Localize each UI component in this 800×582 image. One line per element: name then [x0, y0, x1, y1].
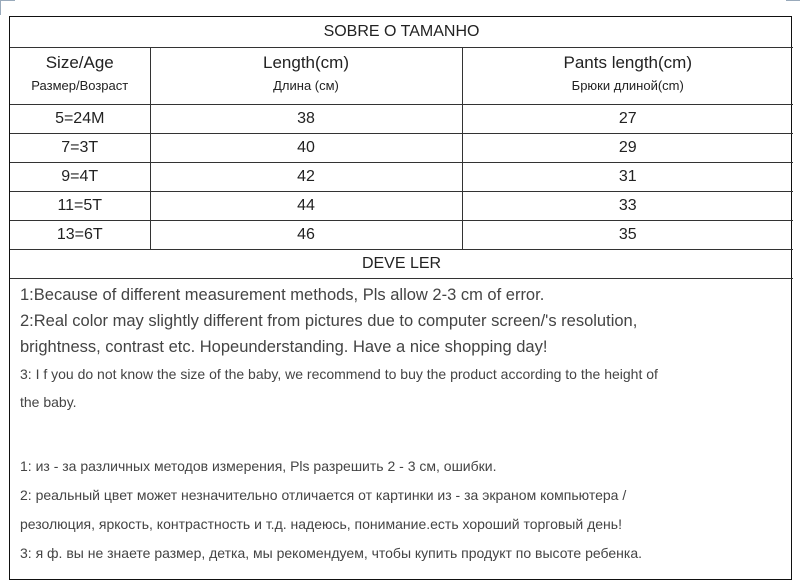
table-title: SOBRE O TAMANHO — [10, 17, 793, 48]
table-row — [10, 221, 793, 250]
cell-pants: 29 — [462, 134, 793, 163]
cell-size: 9=4T — [10, 163, 150, 192]
notes-spacer — [20, 416, 791, 452]
corner-crop-mark-left — [0, 0, 15, 15]
size-chart-sheet — [9, 16, 792, 580]
cell-pants: 35 — [462, 221, 793, 250]
cell-pants: 27 — [462, 105, 793, 134]
cell-length: 40 — [150, 134, 462, 163]
header-size-age: Size/Age — [10, 48, 150, 79]
header-length-ru: Длина (см) — [150, 78, 462, 105]
cell-size: 7=3T — [10, 134, 150, 163]
note-en-2-continued: brightness, contrast etc. Hopeunderstanding. Have a nice shopping day! — [20, 338, 548, 356]
header-length: Length(cm) — [150, 48, 462, 79]
note-en-1: 1:Because of different measurement methods, Pls allow 2-3 cm of error. — [20, 286, 545, 304]
note-ru-1: 1: из - за различных методов измерения, Pls разрешить 2 - 3 см, ошибки. — [20, 458, 497, 474]
cell-length: 42 — [150, 163, 462, 192]
note-en-3-continued: the baby. — [20, 394, 77, 410]
header-size-age-ru: Размер/Возраст — [10, 78, 150, 105]
table-row — [10, 134, 793, 163]
cell-pants: 31 — [462, 163, 793, 192]
must-read-heading: DEVE LER — [10, 250, 793, 279]
cell-size: 11=5T — [10, 192, 150, 221]
note-en-3: 3: I f you do not know the size of the baby, we recommend to buy the product according to the height of — [20, 366, 658, 382]
size-table — [10, 17, 793, 279]
corner-crop-mark-right — [786, 0, 800, 15]
cell-length: 38 — [150, 105, 462, 134]
table-row — [10, 105, 793, 134]
note-ru-2-continued: резолюция, яркость, контрастность и т.д. надеюсь, понимание.есть хороший торговый день! — [20, 516, 622, 532]
cell-pants: 33 — [462, 192, 793, 221]
cell-size: 5=24M — [10, 105, 150, 134]
cell-length: 44 — [150, 192, 462, 221]
header-pants-length: Pants length(cm) — [462, 48, 793, 79]
cell-length: 46 — [150, 221, 462, 250]
header-pants-length-ru: Брюки длиной(cm) — [462, 78, 793, 105]
table-row — [10, 192, 793, 221]
note-ru-2: 2: реальный цвет может незначительно отличается от картинки из - за экраном компьютера / — [20, 487, 627, 503]
note-ru-3: 3: я ф. вы не знаете размер, детка, мы рекомендуем, чтобы купить продукт по высоте ребенка. — [20, 545, 643, 561]
note-en-2: 2:Real color may slightly different from pictures due to computer screen/'s resolution, — [20, 312, 638, 330]
notes-section — [10, 279, 791, 568]
table-row — [10, 163, 793, 192]
cell-size: 13=6T — [10, 221, 150, 250]
